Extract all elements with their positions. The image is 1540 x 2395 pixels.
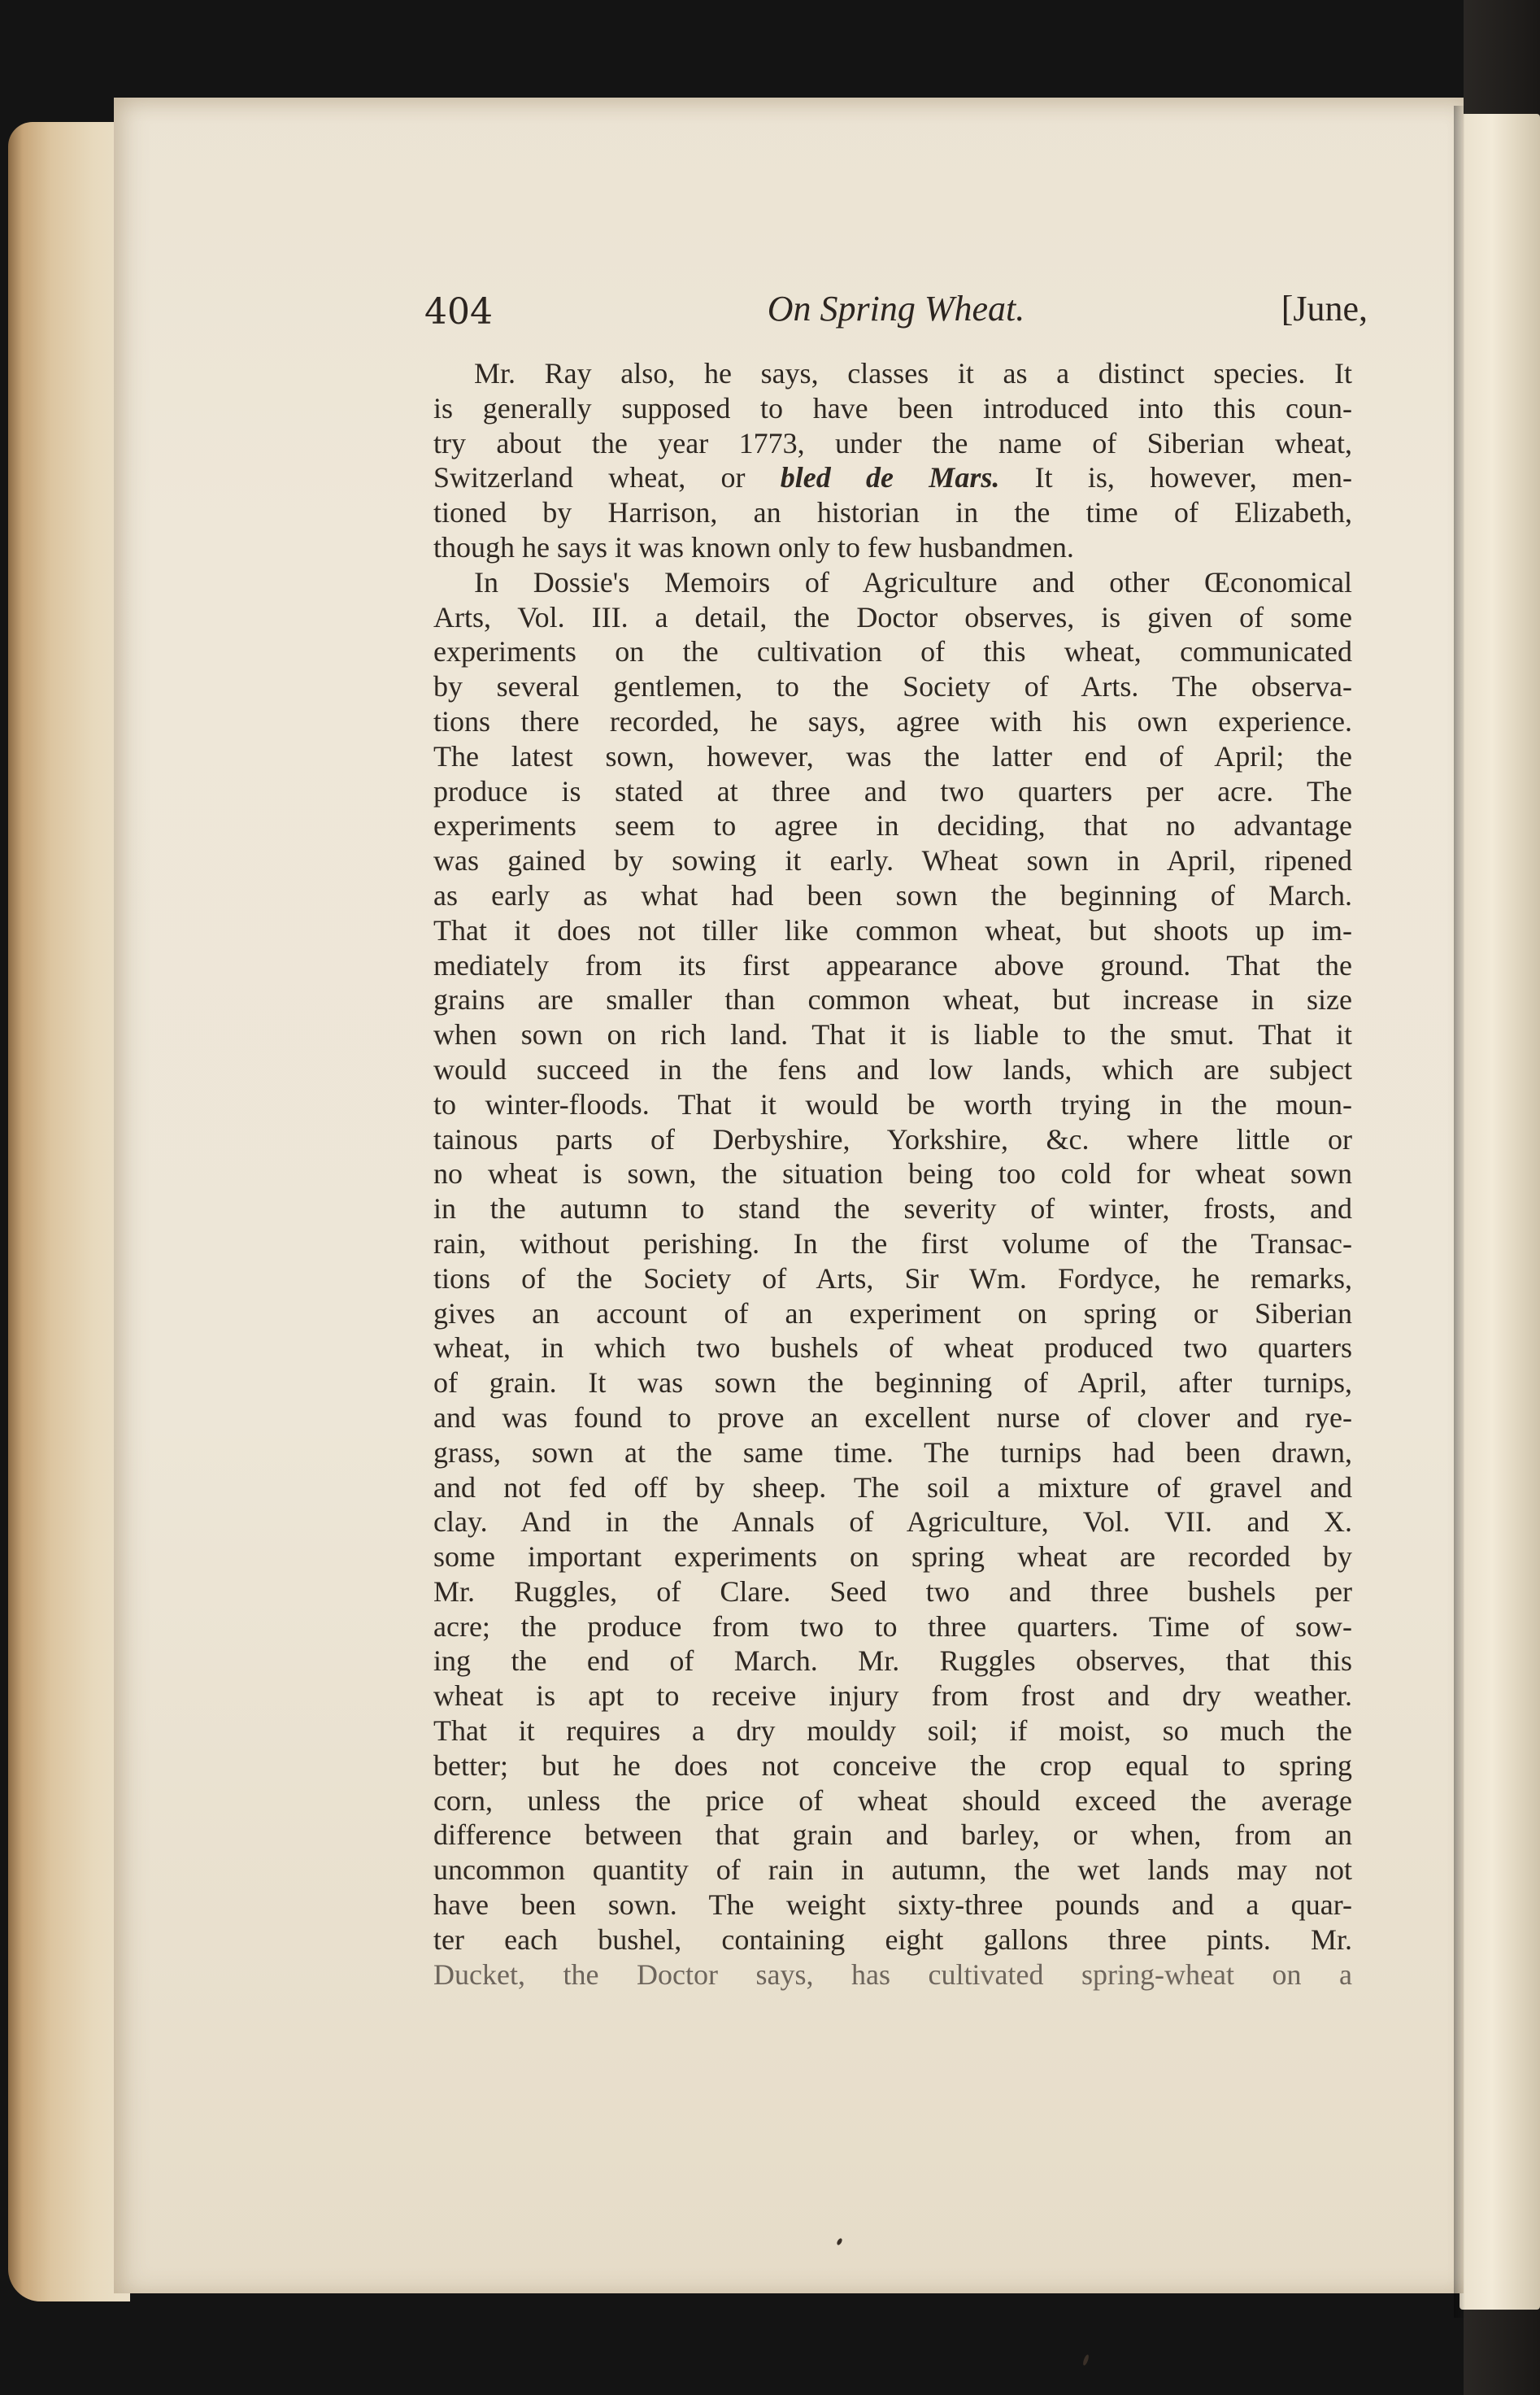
month-label: [June, xyxy=(1281,289,1368,329)
page-header xyxy=(424,285,1368,342)
italic-phrase: bled de Mars. xyxy=(780,461,1000,494)
text-line: of grain. It was sown the beginning of April, after turnips, xyxy=(433,1366,1352,1400)
text-line: would succeed in the fens and low lands, which are subject xyxy=(433,1052,1352,1086)
text-line: Arts, Vol. III. a detail, the Doctor observes, is given of some xyxy=(433,600,1352,634)
text-line: when sown on rich land. That it is liable to the smut. That it xyxy=(433,1018,1352,1052)
text-line: clay. And in the Annals of Agriculture, Vol. VII. and X. xyxy=(433,1505,1352,1539)
running-title: On Spring Wheat. xyxy=(767,289,1025,329)
text-line: Ducket, the Doctor says, has cultivated spring-wheat on a xyxy=(433,1957,1352,1991)
text-line: try about the year 1773, under the name of Siberian wheat, xyxy=(433,426,1352,459)
text-line: though he says it was known only to few husbandmen. xyxy=(433,530,1074,564)
text-line: acre; the produce from two to three quarters. Time of sow- xyxy=(433,1609,1352,1643)
text-line: grass, sown at the same time. The turnips had been drawn, xyxy=(433,1435,1352,1469)
text-line: experiments on the cultivation of this wheat, communicated xyxy=(433,635,1352,668)
body-text xyxy=(433,356,1352,1992)
text-line xyxy=(433,460,1352,495)
text-line: and was found to prove an excellent nurse of clover and rye- xyxy=(433,1400,1352,1434)
text-line: in the autumn to stand the severity of winter, frosts, and xyxy=(433,1192,1352,1226)
text-line: no wheat is sown, the situation being too cold for wheat sown xyxy=(433,1157,1352,1191)
text-line: as early as what had been sown the beginning of March. xyxy=(433,878,1352,912)
text-line: That it requires a dry mouldy soil; if moist, so much the xyxy=(433,1714,1352,1748)
page-stack-edge xyxy=(1460,114,1540,2310)
text-line: gives an account of an experiment on spring or Siberian xyxy=(433,1296,1352,1330)
text-line: tainous parts of Derbyshire, Yorkshire, &c. where little or xyxy=(433,1122,1352,1156)
text-line: uncommon quantity of rain in autumn, the wet lands may not xyxy=(433,1853,1352,1887)
text-line: wheat is apt to receive injury from frost and dry weather. xyxy=(433,1679,1352,1713)
page-number: 404 xyxy=(424,291,493,333)
text-line: tions of the Society of Arts, Sir Wm. Fordyce, he remarks, xyxy=(433,1261,1352,1295)
gutter-shadow xyxy=(1454,106,1465,2318)
text-line: better; but he does not conceive the crop equal to spring xyxy=(433,1748,1352,1782)
text-line: is generally supposed to have been introduced into this coun- xyxy=(433,391,1352,425)
text-line: tions there recorded, he says, agree with his own experience. xyxy=(433,704,1352,738)
text-span: It is, however, men- xyxy=(999,461,1352,494)
text-line: ter each bushel, containing eight gallons three pints. Mr. xyxy=(433,1923,1352,1956)
text-line: rain, without perishing. In the first volume of the Transac- xyxy=(433,1226,1352,1260)
text-line: to winter-floods. That it would be worth trying in the moun- xyxy=(433,1087,1352,1121)
text-line: mediately from its first appearance above ground. That the xyxy=(433,948,1352,982)
text-line: That it does not tiller like common wheat, but shoots up im- xyxy=(433,913,1352,947)
text-line: difference between that grain and barley, or when, from an xyxy=(433,1818,1352,1852)
text-line: wheat, in which two bushels of wheat produced two quarters xyxy=(433,1331,1352,1365)
text-line: The latest sown, however, was the latter end of April; the xyxy=(433,739,1352,773)
text-line: corn, unless the price of wheat should exceed the average xyxy=(433,1783,1352,1817)
text-line: grains are smaller than common wheat, but increase in size xyxy=(433,983,1352,1017)
text-line: In Dossie's Memoirs of Agriculture and other Œconomical xyxy=(474,565,1352,599)
text-line: experiments seem to agree in deciding, that no advantage xyxy=(433,809,1352,843)
text-line: have been sown. The weight sixty-three pounds and a quar- xyxy=(433,1888,1352,1922)
text-line: Mr. Ruggles, of Clare. Seed two and three bushels per xyxy=(433,1574,1352,1608)
text-line: Mr. Ray also, he says, classes it as a distinct species. It xyxy=(474,357,1352,390)
text-span: Switzerland wheat, or xyxy=(433,461,781,494)
ink-speck xyxy=(1082,2354,1090,2367)
worn-page-edge xyxy=(8,122,130,2301)
text-line: tioned by Harrison, an historian in the time of Elizabeth, xyxy=(433,496,1352,529)
text-line: and not fed off by sheep. The soil a mixture of gravel and xyxy=(433,1470,1352,1504)
text-line: some important experiments on spring wheat are recorded by xyxy=(433,1540,1352,1574)
text-line: ing the end of March. Mr. Ruggles observes, that this xyxy=(433,1644,1352,1678)
text-line: by several gentlemen, to the Society of Arts. The observa- xyxy=(433,670,1352,703)
text-line: was gained by sowing it early. Wheat sown in April, ripened xyxy=(433,844,1352,877)
text-line: produce is stated at three and two quarters per acre. The xyxy=(433,774,1352,808)
